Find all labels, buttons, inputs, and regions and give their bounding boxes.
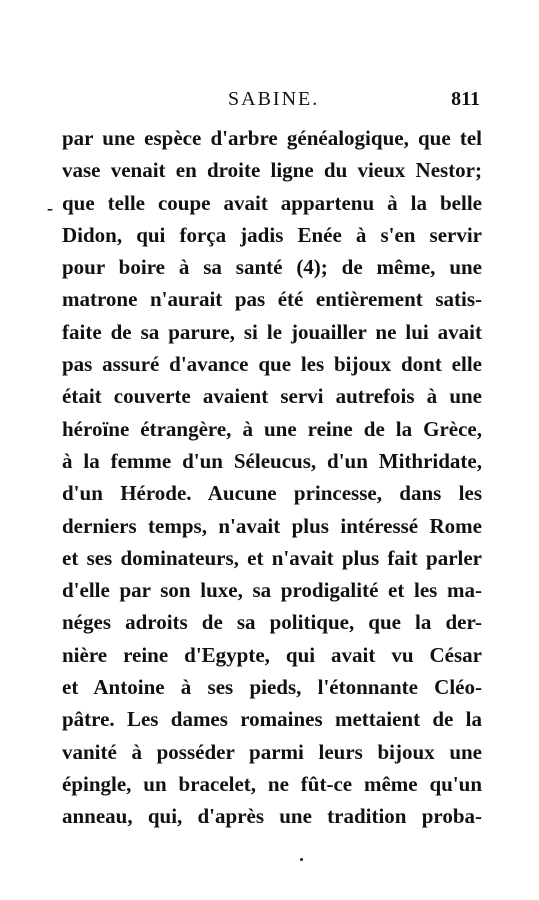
- text-line: d'elle par son luxe, sa prodigalité et les ma-: [62, 578, 482, 603]
- text-line: épingle, un bracelet, ne fût-ce même qu'un: [62, 771, 482, 796]
- text-line: d'un Hérode. Aucune princesse, dans les: [62, 481, 482, 506]
- text-line: vanité à posséder parmi leurs bijoux une: [62, 739, 482, 764]
- page-number: 811: [451, 88, 480, 110]
- text-line: était couverte avaient servi autrefois à une: [62, 384, 482, 409]
- text-line: et ses dominateurs, et n'avait plus fait parler: [62, 545, 482, 570]
- text-line: pour boire à sa santé (4); de même, une: [62, 255, 482, 280]
- text-line: derniers temps, n'avait plus intéressé Rome: [62, 513, 482, 538]
- text-line: néges adroits de sa politique, que la der-: [62, 610, 482, 635]
- text-line: pas assuré d'avance que les bijoux dont elle: [62, 352, 482, 377]
- text-line: Didon, qui força jadis Enée à s'en servir: [62, 222, 482, 247]
- running-title: SABINE.: [228, 88, 320, 110]
- text-line: vase venait en droite ligne du vieux Nestor;: [62, 158, 482, 183]
- text-line: pâtre. Les dames romaines mettaient de la: [62, 707, 482, 732]
- text-line: et Antoine à ses pieds, l'étonnante Cléo-: [62, 675, 482, 700]
- ink-speck: [300, 858, 303, 861]
- body-text: [62, 122, 482, 833]
- margin-mark: -: [47, 198, 53, 218]
- running-head: [60, 88, 480, 118]
- text-line: matrone n'aurait pas été entièrement satis-: [62, 287, 482, 312]
- text-line: par une espèce d'arbre généalogique, que tel: [62, 126, 482, 150]
- text-line: héroïne étrangère, à une reine de la Grèce,: [62, 416, 482, 441]
- text-line: anneau, qui, d'après une tradition proba-: [62, 804, 482, 829]
- text-line: faite de sa parure, si le jouailler ne lui avait: [62, 319, 482, 344]
- text-line: nière reine d'Egypte, qui avait vu César: [62, 642, 482, 667]
- text-line: que telle coupe avait appartenu à la belle: [62, 190, 482, 215]
- text-line: à la femme d'un Séleucus, d'un Mithridate,: [62, 448, 482, 473]
